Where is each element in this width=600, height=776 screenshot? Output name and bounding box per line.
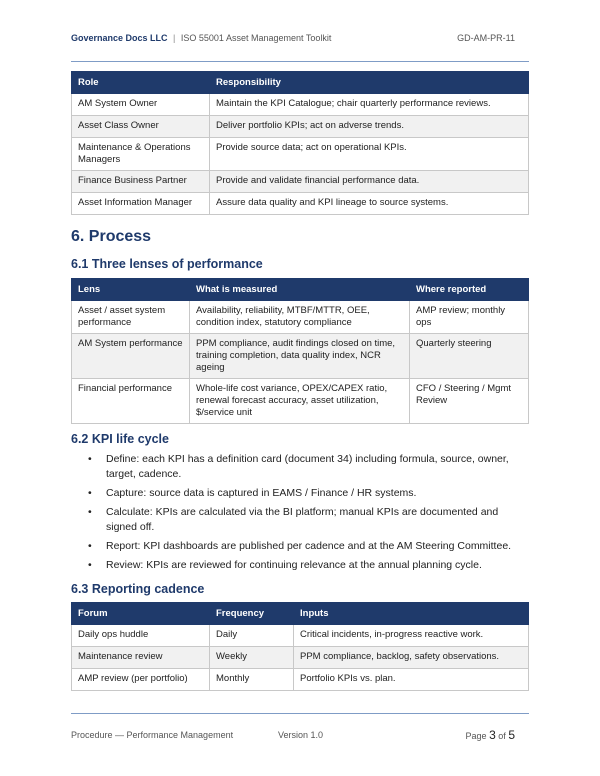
table-header-row bbox=[72, 279, 529, 301]
table-row bbox=[72, 193, 529, 215]
table-cell: Maintain the KPI Catalogue; chair quarterly performance reviews. bbox=[210, 94, 529, 116]
list-item-text: Review: KPIs are reviewed for continuing relevance at the annual planning cycle. bbox=[106, 559, 482, 571]
table-cell: Portfolio KPIs vs. plan. bbox=[294, 669, 529, 691]
table-cell: PPM compliance, backlog, safety observations. bbox=[294, 647, 529, 669]
reporting-cadence-table bbox=[71, 602, 529, 691]
table-cell: Asset Class Owner bbox=[72, 116, 210, 138]
column-header: Frequency bbox=[210, 603, 294, 625]
page-prefix: Page bbox=[465, 731, 487, 741]
table-cell: Maintenance review bbox=[72, 647, 210, 669]
list-item bbox=[71, 486, 529, 501]
subsection-heading: 6.1 Three lenses of performance bbox=[71, 257, 263, 271]
list-item-text: Define: each KPI has a definition card (document 34) including formula, source, owner, target, cadence. bbox=[106, 453, 509, 480]
subsection-heading: 6.2 KPI life cycle bbox=[71, 432, 169, 446]
list-item bbox=[71, 505, 529, 535]
table-row bbox=[72, 379, 529, 424]
page-current: 3 bbox=[489, 728, 496, 742]
table-cell: Provide and validate financial performance data. bbox=[210, 171, 529, 193]
subsection-heading: 6.3 Reporting cadence bbox=[71, 582, 205, 596]
bullet-icon: • bbox=[88, 506, 92, 518]
list-item bbox=[71, 539, 529, 554]
table-cell: AM System Owner bbox=[72, 94, 210, 116]
table-cell: PPM compliance, audit findings closed on time, training completion, data quality index, NCR ageing bbox=[190, 334, 410, 379]
column-header: Inputs bbox=[294, 603, 529, 625]
table-cell: Assure data quality and KPI lineage to source systems. bbox=[210, 193, 529, 215]
bullet-icon: • bbox=[88, 540, 92, 552]
table-row bbox=[72, 334, 529, 379]
bullet-icon: • bbox=[88, 487, 92, 499]
table-row bbox=[72, 116, 529, 138]
table-cell: Availability, reliability, MTBF/MTTR, OEE, condition index, statutory compliance bbox=[190, 301, 410, 334]
column-header: Responsibility bbox=[210, 72, 529, 94]
table-row bbox=[72, 647, 529, 669]
section-heading: 6. Process bbox=[71, 228, 152, 245]
page-of: of bbox=[498, 731, 506, 741]
table-cell: Daily bbox=[210, 625, 294, 647]
table-cell: Whole-life cost variance, OPEX/CAPEX ratio, renewal forecast accuracy, asset utilization, $/service unit bbox=[190, 379, 410, 424]
table-row bbox=[72, 171, 529, 193]
list-item-text: Calculate: KPIs are calculated via the BI platform; manual KPIs are documented and signed off. bbox=[106, 506, 499, 533]
brand-name: Governance Docs LLC bbox=[71, 33, 168, 43]
page-footer bbox=[71, 730, 529, 744]
page-header bbox=[71, 33, 529, 47]
list-item-text: Report: KPI dashboards are published per cadence and at the AM Steering Committee. bbox=[106, 540, 512, 552]
column-header: Role bbox=[72, 72, 210, 94]
table-header-row bbox=[72, 603, 529, 625]
table-cell: Provide source data; act on operational KPIs. bbox=[210, 138, 529, 171]
table-cell: Financial performance bbox=[72, 379, 190, 424]
footer-doc-title: Procedure — Performance Management bbox=[71, 730, 234, 740]
table-cell: Finance Business Partner bbox=[72, 171, 210, 193]
header-rule bbox=[71, 61, 529, 62]
table-cell: Daily ops huddle bbox=[72, 625, 210, 647]
bullet-icon: • bbox=[88, 453, 92, 465]
table-cell: CFO / Steering / Mgmt Review bbox=[410, 379, 529, 424]
footer-version: Version 1.0 bbox=[278, 730, 324, 740]
toolkit-name: ISO 55001 Asset Management Toolkit bbox=[180, 33, 332, 43]
table-cell: Asset / asset system performance bbox=[72, 301, 190, 334]
column-header: Where reported bbox=[410, 279, 529, 301]
table-cell: Monthly bbox=[210, 669, 294, 691]
table-cell: Weekly bbox=[210, 647, 294, 669]
bullet-icon: • bbox=[88, 559, 92, 571]
roles-table bbox=[71, 71, 529, 215]
table-cell: AM System performance bbox=[72, 334, 190, 379]
table-row bbox=[72, 138, 529, 171]
table-header-row bbox=[72, 72, 529, 94]
table-row bbox=[72, 301, 529, 334]
page-number bbox=[466, 728, 515, 742]
table-cell: Critical incidents, in-progress reactive work. bbox=[294, 625, 529, 647]
column-header: What is measured bbox=[190, 279, 410, 301]
table-cell: Deliver portfolio KPIs; act on adverse trends. bbox=[210, 116, 529, 138]
table-row bbox=[72, 669, 529, 691]
table-row bbox=[72, 94, 529, 116]
table-cell: Asset Information Manager bbox=[72, 193, 210, 215]
list-item-text: Capture: source data is captured in EAMS / Finance / HR systems. bbox=[106, 487, 417, 499]
footer-rule bbox=[71, 713, 529, 714]
table-row bbox=[72, 625, 529, 647]
list-item bbox=[71, 452, 529, 482]
column-header: Lens bbox=[72, 279, 190, 301]
document-id: GD-AM-PR-11 bbox=[457, 33, 515, 43]
list-item bbox=[71, 558, 529, 573]
kpi-lifecycle-list bbox=[71, 452, 529, 577]
table-cell: Quarterly steering bbox=[410, 334, 529, 379]
header-separator: | bbox=[173, 33, 176, 43]
table-cell: AMP review (per portfolio) bbox=[72, 669, 210, 691]
performance-lenses-table bbox=[71, 278, 529, 424]
table-cell: Maintenance & Operations Managers bbox=[72, 138, 210, 171]
page-total: 5 bbox=[508, 728, 515, 742]
table-cell: AMP review; monthly ops bbox=[410, 301, 529, 334]
column-header: Forum bbox=[72, 603, 210, 625]
